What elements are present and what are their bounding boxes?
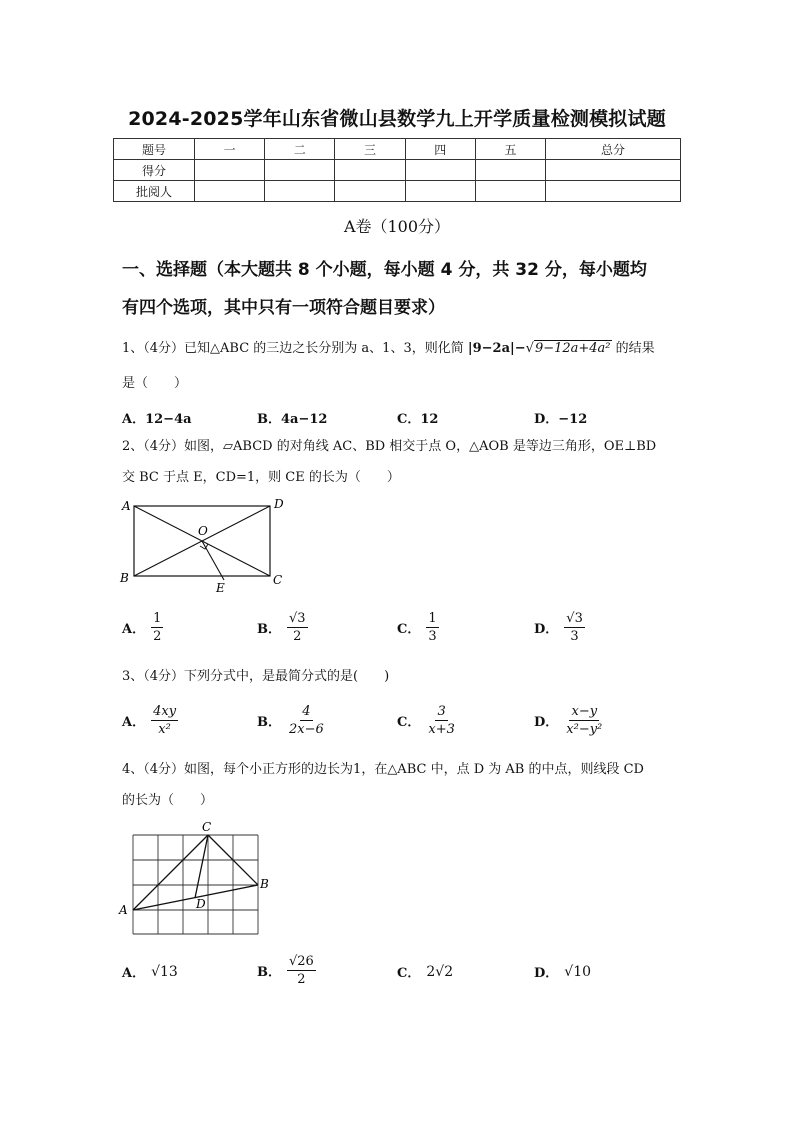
label-b: B <box>260 877 269 891</box>
label-d: D <box>274 497 284 511</box>
q1-stem-text: 1、（4分）已知△ABC 的三边之长分别为 a、1、3，则化简 <box>122 341 468 356</box>
option-label: A． <box>122 966 146 981</box>
score-row-label: 批阅人 <box>114 181 195 202</box>
question-4-stem: 4、（4分）如图，每个小正方形的边长为1，在△ABC 中，点 D 为 AB 的中点，则线段 CD <box>122 762 644 777</box>
fraction-numerator: 4xy <box>153 704 177 719</box>
score-cell[interactable] <box>405 181 475 202</box>
fraction-numerator: 3 <box>437 704 446 719</box>
score-cell[interactable] <box>475 181 545 202</box>
fraction-denominator: x+3 <box>428 722 455 737</box>
question-1-stem-cont: 是（ ） <box>122 376 188 391</box>
q4-grid-figure <box>116 818 276 940</box>
segment-cd <box>195 835 208 898</box>
fraction-denominator: 2 <box>297 972 306 987</box>
fraction-numerator: x−y <box>571 704 598 719</box>
question-3-stem: 3、（4分）下列分式中，是最简分式的是( ) <box>122 669 390 684</box>
fraction-denominator: 2 <box>153 629 162 644</box>
q4-option-a[interactable] <box>122 961 178 981</box>
q1-option-d[interactable]: D．−12 <box>534 412 588 427</box>
fraction-numerator: √26 <box>289 954 314 969</box>
q4-option-b[interactable] <box>257 953 316 988</box>
option-label: C． <box>397 715 421 730</box>
q3-option-c[interactable] <box>397 703 457 738</box>
score-table-row <box>114 181 681 202</box>
q1-root-expr: 9−12a+4a² <box>534 341 611 356</box>
q4-option-d[interactable] <box>534 961 591 981</box>
option-label: A． <box>122 715 146 730</box>
option-value: √10 <box>564 964 592 980</box>
q4-option-c[interactable] <box>397 961 453 981</box>
fraction-denominator: x² <box>158 722 171 737</box>
question-4-stem-cont: 的长为（ ） <box>122 793 214 808</box>
option-label: C． <box>397 622 421 637</box>
score-row-label: 得分 <box>114 160 195 181</box>
q2-option-b[interactable] <box>257 610 308 645</box>
score-cell[interactable] <box>335 181 405 202</box>
section-heading-line1: 一、选择题（本大题共 8 个小题，每小题 4 分，共 32 分，每小题均 <box>122 260 647 280</box>
score-cell[interactable] <box>265 160 335 181</box>
score-header-cell: 四 <box>405 139 475 160</box>
question-4-options <box>122 953 682 995</box>
option-value: 2√2 <box>426 964 454 980</box>
score-table-header-row <box>114 139 681 160</box>
score-header-cell: 题号 <box>114 139 195 160</box>
question-3-options <box>122 703 682 743</box>
sqrt-icon: √ <box>525 341 534 356</box>
q2-option-a[interactable] <box>122 610 163 645</box>
option-label: D． <box>534 715 559 730</box>
option-label: B． <box>257 715 281 730</box>
score-header-cell: 二 <box>265 139 335 160</box>
question-2-stem-cont: 交 BC 于点 E，CD=1，则 CE 的长为（ ） <box>122 470 400 485</box>
score-cell[interactable] <box>195 181 265 202</box>
label-a: A <box>119 903 128 917</box>
score-cell[interactable] <box>475 160 545 181</box>
option-label: A． <box>122 622 146 637</box>
question-2-stem: 2、（4分）如图，▱ABCD 的对角线 AC、BD 相交于点 O，△AOB 是等边三角形，OE⊥BD <box>122 439 657 454</box>
label-o: O <box>198 524 208 538</box>
q1-option-a[interactable]: A．12−4a <box>122 412 192 427</box>
option-label: C． <box>397 966 421 981</box>
q1-option-c[interactable]: C．12 <box>397 412 439 427</box>
q2-option-c[interactable] <box>397 610 439 645</box>
q1-abs-expr: |9−2a| <box>467 341 515 356</box>
fraction-denominator: 2x−6 <box>289 722 324 737</box>
q3-option-d[interactable] <box>534 703 604 738</box>
score-cell[interactable] <box>546 181 681 202</box>
option-label: D． <box>534 966 559 981</box>
score-cell[interactable] <box>195 160 265 181</box>
question-1-stem <box>122 340 655 358</box>
section-juan-heading: A卷（100分） <box>343 217 451 236</box>
score-cell[interactable] <box>265 181 335 202</box>
score-header-cell: 总分 <box>546 139 681 160</box>
fraction-denominator: x²−y² <box>566 722 603 737</box>
score-cell[interactable] <box>546 160 681 181</box>
score-cell[interactable] <box>335 160 405 181</box>
fraction-numerator: 1 <box>428 611 437 626</box>
q1-option-b[interactable]: B．4a−12 <box>257 412 328 427</box>
label-c: C <box>202 820 212 834</box>
grid-lines <box>133 835 258 934</box>
score-header-cell: 五 <box>475 139 545 160</box>
option-label: B． <box>257 622 281 637</box>
label-b: B <box>120 571 129 585</box>
option-label: D． <box>534 622 559 637</box>
fraction-denominator: 2 <box>293 629 302 644</box>
label-d: D <box>196 897 206 911</box>
question-2-options <box>122 610 682 650</box>
score-header-cell: 三 <box>335 139 405 160</box>
q3-option-b[interactable] <box>257 703 326 738</box>
score-table-row <box>114 160 681 181</box>
fraction-denominator: 3 <box>570 629 579 644</box>
label-c: C <box>273 573 283 587</box>
label-e: E <box>216 581 225 594</box>
page-title: 2024-2025学年山东省微山县数学九上开学质量检测模拟试题 <box>128 108 666 130</box>
q3-option-a[interactable] <box>122 703 178 738</box>
fraction-numerator: √3 <box>566 611 583 626</box>
section-heading-line2: 有四个选项，其中只有一项符合题目要求） <box>122 298 445 318</box>
q1-stem-tail: 的结果 <box>611 341 655 356</box>
fraction-denominator: 3 <box>428 629 437 644</box>
fraction-numerator: 4 <box>302 704 311 719</box>
q2-option-d[interactable] <box>534 610 585 645</box>
score-cell[interactable] <box>405 160 475 181</box>
option-value: √13 <box>151 964 178 980</box>
label-a: A <box>122 499 131 513</box>
fraction-numerator: √3 <box>289 611 306 626</box>
score-header-cell: 一 <box>195 139 265 160</box>
score-table <box>113 138 681 202</box>
fraction-numerator: 1 <box>153 611 162 626</box>
option-label: B． <box>257 965 281 980</box>
q1-minus: − <box>514 341 526 356</box>
q2-parallelogram-figure <box>118 494 298 594</box>
